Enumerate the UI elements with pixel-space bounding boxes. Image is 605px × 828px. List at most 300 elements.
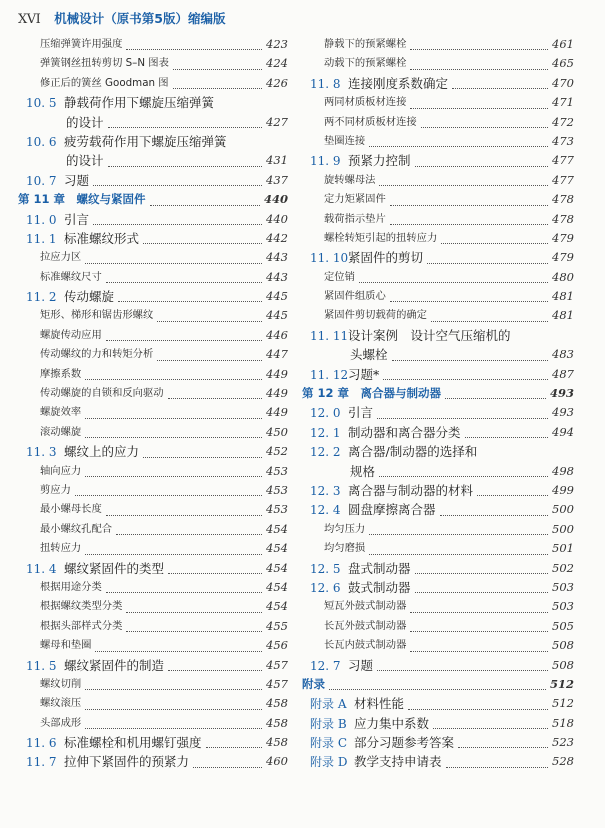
section-title: 最小螺纹孔配合 [40, 522, 113, 535]
toc-section-entry[interactable] [18, 113, 288, 132]
page-ref: 465 [552, 56, 574, 71]
toc-entry-label [310, 367, 379, 382]
dot-leader [415, 573, 549, 593]
page-ref: 458 [266, 696, 288, 711]
dot-leader [410, 592, 548, 612]
dot-leader [379, 166, 548, 186]
section-number: 11. 0 [26, 212, 57, 227]
section-title: 垫圈连接 [324, 134, 366, 147]
toc-entry-label [302, 677, 325, 691]
toc-entry-label [324, 271, 355, 283]
section-title: 头部成形 [40, 716, 82, 729]
toc-entry-label [40, 697, 81, 709]
section-title: 制动器和离合器分类 [348, 424, 461, 440]
toc-subsection-entry[interactable] [302, 306, 574, 325]
dot-leader [85, 670, 262, 690]
section-number: 11. 9 [310, 154, 341, 169]
section-number: 12. 1 [310, 425, 341, 440]
page-ref: 493 [549, 386, 574, 401]
toc-entry-label [310, 425, 461, 440]
toc-entry-label [40, 38, 122, 50]
page-ref: 512 [552, 696, 574, 711]
section-title: 均匀磨损 [324, 542, 366, 555]
dot-leader [85, 360, 262, 380]
section-title: 部分习题参考答案 [354, 735, 455, 751]
dot-leader [93, 205, 262, 225]
toc-entry-label [324, 542, 365, 554]
page-ref: 471 [552, 95, 574, 110]
section-title: 静载下的预紧螺栓 [324, 38, 407, 50]
section-title: 紧固件组质心 [324, 290, 386, 303]
toc-entry-label [324, 620, 406, 632]
toc-entry-label [324, 600, 406, 612]
dot-leader [410, 49, 548, 69]
page-ref: 500 [552, 502, 574, 517]
page-ref: 431 [266, 153, 288, 168]
toc-entry-label [40, 77, 169, 89]
page-ref: 460 [266, 754, 288, 769]
page-ref: 454 [266, 521, 288, 536]
dot-leader [415, 146, 549, 166]
section-title: 紧固件剪切载荷的确定 [324, 309, 427, 322]
page-ref: 483 [552, 347, 574, 362]
dot-leader [359, 263, 548, 283]
dot-leader [173, 49, 262, 69]
toc-entry-label [310, 716, 429, 731]
page-ref: 508 [552, 657, 574, 672]
section-number: 11. 3 [26, 445, 57, 460]
dot-leader [85, 457, 262, 477]
page-ref: 449 [266, 386, 288, 401]
page-ref: 478 [552, 211, 574, 226]
page-ref: 440 [263, 192, 288, 207]
toc-entry-label [350, 464, 375, 479]
section-title: 习题 [64, 172, 90, 188]
dot-leader [85, 398, 262, 418]
section-title: 规格 [350, 463, 376, 479]
dot-leader [85, 534, 262, 554]
section-title: 长瓦内鼓式制动器 [324, 639, 407, 652]
section-title: 定力矩紧固件 [324, 193, 386, 206]
page-ref: 426 [266, 75, 288, 90]
toc-section-entry[interactable] [302, 423, 574, 442]
page-ref: 443 [266, 269, 288, 284]
dot-leader [383, 360, 548, 380]
section-title: 轴向应力 [40, 464, 82, 477]
section-title: 离合器/制动器的选择和 [348, 444, 478, 460]
dot-leader [157, 301, 262, 321]
dot-leader [157, 340, 262, 360]
dot-leader [85, 243, 262, 263]
dot-leader [369, 515, 548, 535]
section-title: 离合器与制动器的材料 [348, 482, 474, 498]
section-number: 附录 B [310, 716, 347, 731]
section-title: 螺纹上的应力 [64, 444, 140, 460]
toc-entry-label [40, 678, 81, 690]
toc-entry-label [324, 135, 365, 147]
dot-leader [465, 418, 549, 438]
dot-leader [126, 592, 262, 612]
section-title: 头螺栓 [350, 347, 388, 363]
dot-leader [477, 476, 548, 496]
toc-section-entry[interactable] [18, 752, 288, 771]
section-title: 两同材质板材连接 [324, 96, 407, 109]
page-ref: 457 [266, 676, 288, 691]
dot-leader [433, 709, 548, 729]
page-ref: 454 [266, 579, 288, 594]
section-title: 定位销 [324, 270, 355, 283]
section-title: 压缩弹簧许用强度 [40, 38, 123, 50]
page-ref: 454 [266, 599, 288, 614]
dot-leader [441, 224, 548, 244]
page-ref: 478 [552, 192, 574, 207]
section-title: 的设计 [66, 114, 104, 130]
dot-leader [118, 282, 262, 302]
page-ref: 487 [552, 366, 574, 381]
toc-entry-label [40, 581, 102, 593]
section-title: 引言 [348, 405, 374, 421]
page-ref: 473 [552, 133, 574, 148]
page-header [18, 9, 225, 31]
page-ref: 453 [266, 502, 288, 517]
dot-leader [108, 108, 263, 128]
page-ref: 501 [552, 541, 574, 556]
dot-leader [143, 437, 262, 457]
page-ref: 424 [266, 56, 288, 71]
toc-entry-label [310, 696, 404, 711]
section-title: 盘式制动器 [348, 560, 411, 576]
toc-entry-label [26, 754, 189, 769]
section-title: 圆盘摩擦离合器 [348, 502, 436, 518]
toc-entry-label [310, 754, 442, 769]
toc-entry-label [40, 523, 112, 535]
dot-leader [173, 69, 262, 89]
dot-leader [410, 612, 548, 632]
section-number: 12. 2 [310, 445, 341, 460]
dot-leader [369, 127, 548, 147]
section-title: 拉伸下紧固件的预紧力 [64, 754, 190, 770]
dot-leader [390, 205, 548, 225]
page-ref: 499 [552, 482, 574, 497]
dot-leader [108, 146, 263, 166]
page-ref: 512 [549, 676, 574, 691]
page-ref: 503 [552, 599, 574, 614]
dot-leader [85, 709, 262, 729]
dot-leader [390, 185, 548, 205]
section-number: 10. 6 [26, 134, 57, 149]
dot-leader [377, 398, 548, 418]
page-ref: 502 [552, 560, 574, 575]
section-title: 标准螺栓和机用螺钉强度 [64, 735, 202, 751]
section-title: 扭转应力 [40, 542, 82, 555]
page-ref: 445 [266, 308, 288, 323]
page-ref: 481 [552, 308, 574, 323]
page-ref: 505 [552, 618, 574, 633]
toc-left-column [18, 35, 288, 772]
dot-leader [85, 689, 262, 709]
page-ref: 443 [266, 250, 288, 265]
page-ref: 472 [552, 114, 574, 129]
toc-entry-label [40, 426, 81, 438]
page-ref: 523 [552, 735, 574, 750]
book-title: 机械设计（原书第5版）缩编版 [54, 11, 226, 26]
toc-entry-label [324, 193, 386, 205]
section-title: 螺母和垫圈 [40, 639, 92, 652]
section-title: 螺旋效率 [40, 406, 82, 419]
section-number: 11. 8 [310, 76, 341, 91]
section-title: 螺纹紧固件的制造 [64, 657, 165, 673]
section-title: 材料性能 [354, 696, 405, 712]
toc-entry-label [324, 639, 406, 651]
page-ref: 508 [552, 638, 574, 653]
section-title: 长瓦外鼓式制动器 [324, 619, 407, 632]
dot-leader [452, 69, 548, 89]
section-title: 疲劳载荷作用下螺旋压缩弹簧 [64, 133, 227, 149]
dot-leader [410, 30, 548, 50]
page-ref: 457 [266, 657, 288, 672]
dot-leader [421, 108, 548, 128]
section-title: 传动螺旋的自锁和反向驱动 [40, 387, 164, 400]
dot-leader [85, 418, 262, 438]
page-ref: 481 [552, 289, 574, 304]
dot-leader [168, 379, 262, 399]
dot-leader [329, 670, 546, 690]
dot-leader [392, 340, 549, 360]
toc-entry-label [26, 289, 114, 304]
toc-entry-label [40, 329, 102, 341]
section-number: 11. 5 [26, 658, 57, 673]
toc-entry-label [26, 173, 89, 188]
dot-leader [106, 573, 262, 593]
page-ref: 470 [552, 75, 574, 90]
section-number: 11. 6 [26, 736, 57, 751]
page-ref: 458 [266, 715, 288, 730]
section-number: 10. 7 [26, 173, 57, 188]
page-ref: 440 [266, 211, 288, 226]
page-ref: 423 [266, 37, 288, 51]
section-title: 的设计 [66, 153, 104, 169]
dot-leader [410, 631, 548, 651]
dot-leader [390, 282, 548, 302]
page-ref: 446 [266, 327, 288, 342]
page-ref: 480 [552, 269, 574, 284]
section-title: 矩形、梯形和锯齿形螺纹 [40, 309, 154, 322]
toc-entry-label [324, 290, 386, 302]
section-title: 螺栓转矩引起的扭转应力 [324, 231, 438, 244]
section-title: 引言 [64, 211, 90, 227]
toc-entry-label [40, 503, 102, 515]
page-ref: 454 [266, 541, 288, 556]
dot-leader [440, 495, 549, 515]
toc-entry-label [40, 57, 169, 69]
toc-entry-label [66, 115, 104, 130]
page-ref: 454 [266, 560, 288, 575]
page-ref: 498 [552, 463, 574, 478]
section-number: 12. 3 [310, 483, 341, 498]
toc-section-entry[interactable] [302, 752, 574, 771]
dot-leader [126, 30, 262, 50]
page-ref: 453 [266, 482, 288, 497]
page-ref: 503 [552, 579, 574, 594]
page-ref: 450 [266, 424, 288, 439]
section-title: 连接刚度系数确定 [348, 75, 449, 91]
page-ref: 445 [266, 289, 288, 304]
section-number: 11. 11 [310, 328, 349, 343]
section-title: 教学支持申请表 [354, 754, 442, 770]
toc-right-column [302, 35, 574, 772]
section-title: 螺纹紧固件的类型 [64, 560, 165, 576]
page-ref: 427 [266, 114, 288, 129]
toc-entry-label [324, 309, 427, 321]
toc-entry-label [40, 309, 153, 321]
section-title: 两不同材质板材连接 [324, 115, 417, 128]
toc-entry-label [324, 38, 406, 50]
page-ref: 452 [266, 444, 288, 459]
section-title: 鼓式制动器 [348, 579, 411, 595]
section-title: 习题 [348, 657, 374, 673]
section-number: 11. 2 [26, 290, 57, 305]
dot-leader [377, 651, 548, 671]
section-number: 12. 4 [310, 503, 341, 518]
toc-entry-label [40, 620, 122, 632]
dot-leader [106, 495, 262, 515]
section-number: 11. 4 [26, 561, 57, 576]
dot-leader [126, 612, 262, 632]
section-title: 动载下的预紧螺栓 [324, 57, 407, 70]
dot-leader [206, 728, 263, 748]
page-ref: 455 [266, 618, 288, 633]
dot-leader [116, 515, 262, 535]
section-title: 预紧力控制 [348, 153, 411, 169]
section-number: 附录 C [310, 736, 347, 751]
toc-entry-label [26, 735, 202, 750]
toc-entry-label [324, 57, 406, 69]
section-number: 12. 6 [310, 580, 341, 595]
toc-entry-label [324, 232, 437, 244]
page-ref: 458 [266, 735, 288, 750]
dot-leader [431, 301, 548, 321]
page-ref: 447 [266, 347, 288, 362]
section-title: 紧固件的剪切 [348, 250, 424, 266]
toc-entry-label [310, 735, 454, 750]
section-title: 第 11 章 螺纹与紧固件 [18, 192, 146, 207]
toc-entry-label [324, 116, 417, 128]
dot-leader [193, 747, 262, 767]
section-title: 滚动螺旋 [40, 425, 82, 438]
dot-leader [95, 631, 262, 651]
dot-leader [458, 728, 548, 748]
dot-leader [143, 224, 262, 244]
page-ref: 493 [552, 405, 574, 420]
toc-entry-label [324, 213, 386, 225]
dot-leader [168, 651, 262, 671]
section-number: 11. 7 [26, 755, 57, 770]
page-ref: 500 [552, 521, 574, 536]
section-number: 12. 5 [310, 561, 341, 576]
dot-leader [410, 88, 548, 108]
toc-entry-label [40, 639, 91, 651]
toc-entry-label [40, 348, 153, 360]
section-title: 标准螺纹尺寸 [40, 270, 102, 283]
section-title: 应力集中系数 [354, 715, 430, 731]
page-ref: 479 [552, 230, 574, 245]
page-ref: 442 [266, 230, 288, 245]
section-title: 载荷指示垫片 [324, 212, 386, 225]
section-title: 最小螺母长度 [40, 503, 102, 516]
section-title: 剪应力 [40, 483, 71, 496]
toc-entry-label [40, 251, 81, 263]
dot-leader [408, 689, 548, 709]
section-title: 短瓦外鼓式制动器 [324, 600, 407, 613]
page-ref: 461 [552, 37, 574, 51]
section-title: 摩擦系数 [40, 367, 82, 380]
dot-leader [415, 554, 549, 574]
toc-subsection-entry[interactable] [18, 74, 288, 93]
section-number: 附录 A [310, 697, 347, 712]
section-title: 螺纹切削 [40, 677, 82, 690]
section-title: 拉应力区 [40, 251, 82, 264]
section-number: 11. 12 [310, 367, 349, 382]
dot-leader [106, 263, 262, 283]
page-ref: 479 [552, 250, 574, 265]
dot-leader [93, 166, 262, 186]
section-title: 标准螺纹形式 [64, 230, 140, 246]
toc-entry-label [310, 405, 373, 420]
dot-leader [379, 457, 548, 477]
toc-entry-label [40, 465, 81, 477]
dot-leader [445, 379, 546, 399]
section-number: 11. 10 [310, 251, 349, 266]
section-number: 11. 1 [26, 231, 57, 246]
page-ref: 477 [552, 172, 574, 187]
toc-entry-label [40, 542, 81, 554]
toc-entry-label [324, 174, 375, 186]
section-title: 修正后的簧丝 Goodman 图 [40, 76, 169, 89]
toc-entry-label [40, 484, 71, 496]
dot-leader [106, 321, 262, 341]
page-ref: 456 [266, 638, 288, 653]
page-ref: 518 [552, 715, 574, 730]
toc-entry-label [324, 96, 406, 108]
dot-leader [369, 534, 548, 554]
section-title: 螺纹滚压 [40, 697, 82, 710]
page-ref: 528 [552, 754, 574, 769]
dot-leader [446, 747, 549, 767]
section-title: 传动螺纹的力和转矩分析 [40, 348, 154, 361]
section-title: 第 12 章 离合器与制动器 [302, 386, 442, 401]
toc-entry-label [26, 212, 89, 227]
section-number: 12. 7 [310, 658, 341, 673]
section-title: 习题* [348, 366, 380, 382]
toc-entry-label [310, 561, 411, 576]
section-title: 旋转螺母法 [324, 173, 376, 186]
dot-leader [75, 476, 262, 496]
page-ref: 477 [552, 153, 574, 168]
toc-entry-label [40, 406, 81, 418]
section-number: 12. 0 [310, 406, 341, 421]
page-ref: 449 [266, 366, 288, 381]
toc-entry-label [40, 600, 122, 612]
page-ref: 437 [266, 172, 288, 187]
toc-entry-label [310, 580, 411, 595]
section-title: 设计案例 设计空气压缩机的 [348, 327, 511, 343]
toc-entry-label [40, 387, 164, 399]
section-title: 根据用途分类 [40, 580, 102, 593]
toc-entry-label [324, 523, 365, 535]
section-title: 静载荷作用下螺旋压缩弹簧 [64, 95, 215, 111]
section-title: 附录 [302, 676, 325, 691]
dot-leader [427, 243, 548, 263]
